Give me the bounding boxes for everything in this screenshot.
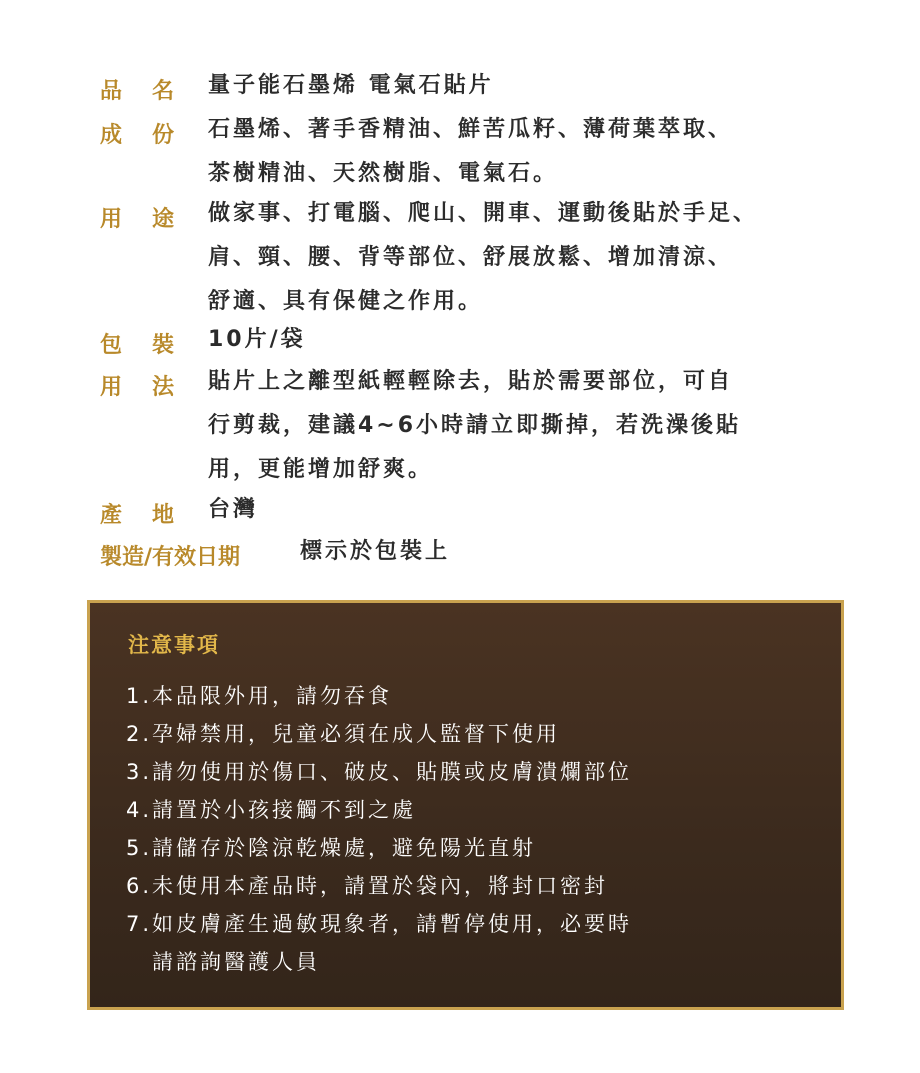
notice-item: 6.未使用本產品時，請置於袋內，將封口密封: [126, 874, 609, 898]
notice-list: [126, 677, 632, 981]
notice-item: 4.請置於小孩接觸不到之處: [126, 798, 417, 822]
usage-line: 肩、頸、腰、背等部位、舒展放鬆、增加清涼、: [208, 245, 734, 270]
ingredients-label: 成份: [100, 123, 205, 148]
notice-item: 5.請儲存於陰涼乾燥處，避免陽光直射: [126, 836, 537, 860]
usage-line: 舒適、具有保健之作用。: [208, 289, 484, 314]
notice-item-continuation: [126, 943, 632, 981]
method-label: 用法: [100, 375, 205, 400]
usage-line: 做家事、打電腦、爬山、開車、運動後貼於手足、: [208, 201, 759, 226]
ingredients-line: 石墨烯、著手香精油、鮮苦瓜籽、薄荷葉萃取、: [208, 117, 734, 142]
notice-item: 3.請勿使用於傷口、破皮、貼膜或皮膚潰爛部位: [126, 760, 633, 784]
usage-value: [208, 192, 758, 324]
notice-item: 1.本品限外用，請勿吞食: [126, 684, 393, 708]
name-label: 品名: [100, 79, 205, 104]
expiry-label: 製造/有效日期: [100, 545, 241, 570]
origin-label: 產地: [100, 503, 205, 528]
method-value: [208, 360, 741, 492]
notice-title: 注意事項: [128, 633, 220, 657]
method-line: 行剪裁，建議4~6小時請立即撕掉，若洗澡後貼: [208, 413, 742, 438]
package-value: 10片/袋: [208, 327, 306, 352]
notice-item: 2.孕婦禁用，兒童必須在成人監督下使用: [126, 722, 561, 746]
expiry-value: 標示於包裝上: [300, 539, 451, 564]
notice-item-7-continuation: 請諮詢醫護人員: [152, 950, 320, 974]
usage-label: 用途: [100, 207, 205, 232]
ingredients-line: 茶樹精油、天然樹脂、電氣石。: [208, 161, 559, 186]
ingredients-value: [208, 108, 733, 196]
method-line: 用，更能增加舒爽。: [208, 457, 434, 482]
notice-item: 7.如皮膚產生過敏現象者，請暫停使用，必要時: [126, 912, 633, 936]
name-value: 量子能石墨烯 電氣石貼片: [208, 73, 494, 98]
origin-value: 台灣: [208, 497, 259, 522]
notice-box: [87, 600, 844, 1010]
package-label: 包裝: [100, 333, 205, 358]
method-line: 貼片上之離型紙輕輕除去，貼於需要部位，可自: [208, 369, 734, 394]
